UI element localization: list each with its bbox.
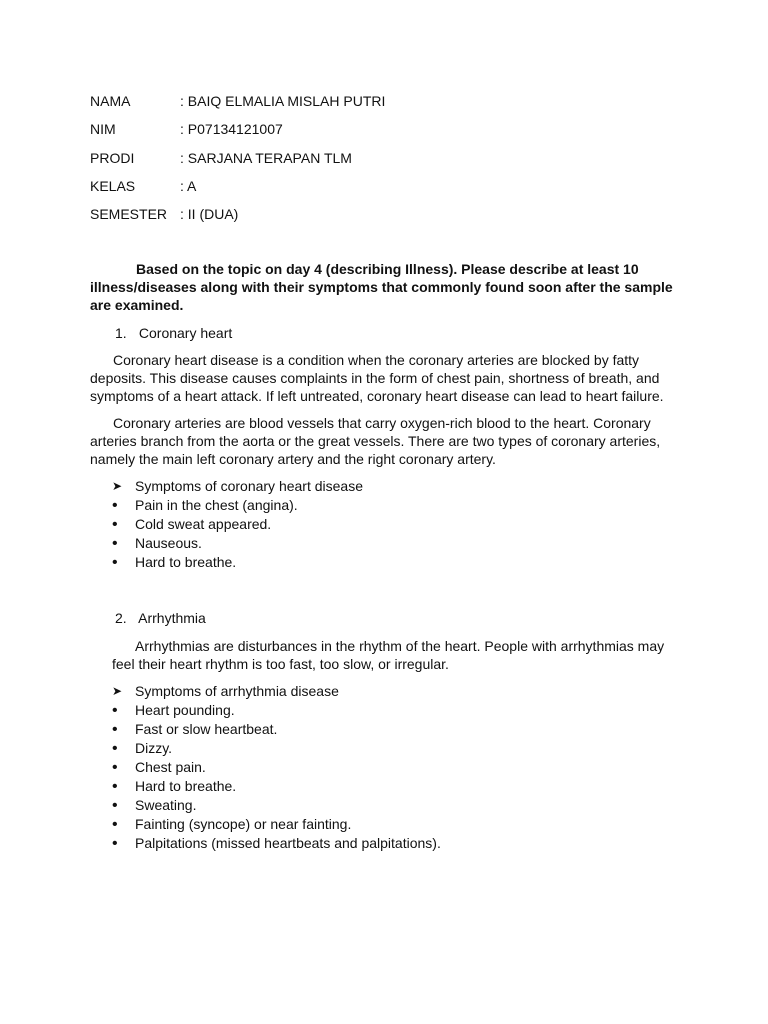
arrowhead-bullet-icon: ➤ <box>112 479 123 493</box>
symptoms-heading: Symptoms of coronary heart disease <box>135 478 363 494</box>
round-bullet-icon: • <box>112 740 118 757</box>
section-number: 1. <box>115 325 127 341</box>
symptom-text: Chest pain. <box>135 759 206 775</box>
round-bullet-icon: • <box>112 702 118 719</box>
section-paragraph: Coronary arteries are blood vessels that carry oxygen-rich blood to the heart. Coronary arteries branch from the aorta or the great vessels. There are two types of coronary arteries, namely the main left coronary artery and the right coronary artery. <box>90 415 661 467</box>
info-label: NIM <box>90 121 116 137</box>
symptom-text: Fast or slow heartbeat. <box>135 721 278 737</box>
round-bullet-icon: • <box>112 759 118 776</box>
round-bullet-icon: • <box>112 554 118 571</box>
info-value: : P07134121007 <box>180 121 283 137</box>
info-label: PRODI <box>90 150 135 166</box>
info-label: KELAS <box>90 178 136 194</box>
list-item <box>112 834 441 853</box>
list-item <box>112 701 441 720</box>
symptom-text: Dizzy. <box>135 740 173 756</box>
symptom-text: Heart pounding. <box>135 702 235 718</box>
symptoms-heading-item <box>112 477 363 496</box>
round-bullet-icon: • <box>112 816 118 833</box>
list-item <box>112 496 363 515</box>
symptom-text: Palpitations (missed heartbeats and palpitations). <box>135 835 441 851</box>
round-bullet-icon: • <box>112 778 118 795</box>
info-value: : SARJANA TERAPAN TLM <box>180 150 352 166</box>
info-value: : II (DUA) <box>180 206 239 222</box>
symptom-list <box>112 477 363 572</box>
info-label: SEMESTER <box>90 206 168 222</box>
section-title: Coronary heart <box>138 325 233 341</box>
symptom-text: Cold sweat appeared. <box>135 516 272 532</box>
list-item <box>112 534 363 553</box>
list-item <box>112 720 441 739</box>
list-item <box>112 796 441 815</box>
section-heading-coronary-heart <box>115 323 232 343</box>
round-bullet-icon: • <box>112 721 118 738</box>
list-item <box>112 815 441 834</box>
section-title: Arrhythmia <box>138 610 206 626</box>
section-number: 2. <box>115 610 127 626</box>
symptom-text: Hard to breathe. <box>135 554 237 570</box>
symptom-text: Fainting (syncope) or near fainting. <box>135 816 352 832</box>
symptom-text: Nauseous. <box>135 535 202 551</box>
list-item <box>112 758 441 777</box>
symptom-text: Hard to breathe. <box>135 778 237 794</box>
section-paragraph: Arrhythmias are disturbances in the rhythm of the heart. People with arrhythmias may feel their heart rhythm is too fast, too slow, or irregular. <box>112 638 665 672</box>
list-item <box>112 515 363 534</box>
round-bullet-icon: • <box>112 835 118 852</box>
arrowhead-bullet-icon: ➤ <box>112 684 123 698</box>
round-bullet-icon: • <box>112 535 118 552</box>
info-value: : A <box>180 178 197 194</box>
info-value: : BAIQ ELMALIA MISLAH PUTRI <box>180 93 386 109</box>
round-bullet-icon: • <box>112 797 118 814</box>
symptom-list <box>112 682 441 853</box>
section-heading-arrhythmia <box>115 608 206 628</box>
symptom-text: Sweating. <box>135 797 197 813</box>
assignment-instruction: Based on the topic on day 4 (describing Illness). Please describe at least 10 illness/diseases along with their symptoms that commonly found soon after the sample are examined. <box>90 261 673 313</box>
list-item <box>112 777 441 796</box>
symptoms-heading: Symptoms of arrhythmia disease <box>135 683 339 699</box>
info-label: NAMA <box>90 93 131 109</box>
symptom-text: Pain in the chest (angina). <box>135 497 298 513</box>
round-bullet-icon: • <box>112 497 118 514</box>
section-paragraph: Coronary heart disease is a condition when the coronary arteries are blocked by fatty deposits. This disease causes complaints in the form of chest pain, shortness of breath, and symptoms of a heart attack. If left untreated, coronary heart disease can lead to heart failure. <box>90 352 664 404</box>
list-item <box>112 553 363 572</box>
symptoms-heading-item <box>112 682 441 701</box>
round-bullet-icon: • <box>112 516 118 533</box>
list-item <box>112 739 441 758</box>
